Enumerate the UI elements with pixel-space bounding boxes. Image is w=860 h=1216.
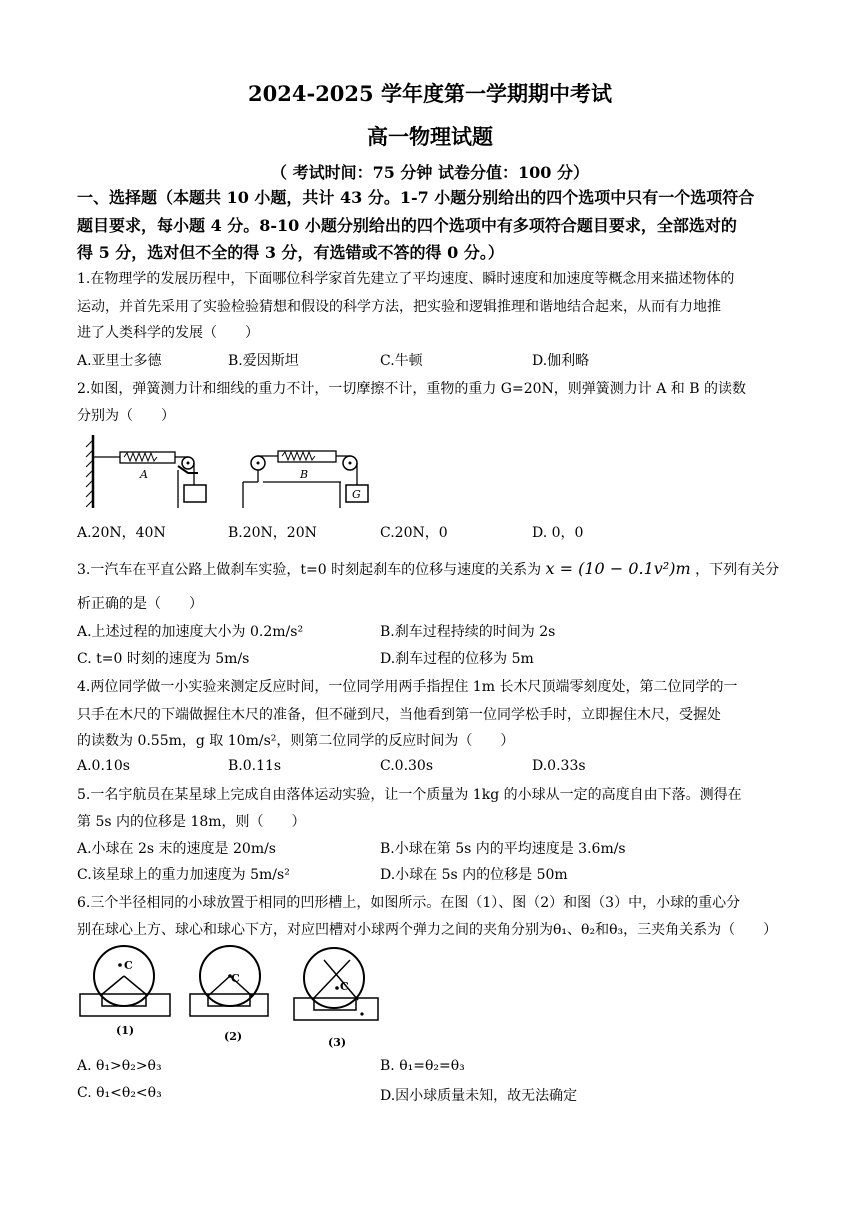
q1-option-b[interactable]: B.爱因斯坦 xyxy=(228,353,299,369)
exam-subtitle: 高一物理试题 xyxy=(367,124,493,149)
section-instruction-line-2: 题目要求，每小题 4 分。8-10 小题分别给出的四个选项中有多项符合题目要求，全部选对的 xyxy=(77,216,737,235)
q1-line-2: 运动，并首先采用了实验检验猜想和假设的科学方法，把实验和逻辑推理和谐地结合起来，从而有力地推 xyxy=(77,299,721,315)
q5-option-d[interactable]: D.小球在 5s 内的位移是 50m xyxy=(380,867,568,883)
q3-option-d[interactable]: D.刹车过程的位移为 5m xyxy=(380,651,534,667)
q2-label-g: G xyxy=(352,488,361,501)
q2-option-d[interactable]: D. 0，0 xyxy=(532,525,584,541)
q5-line-1: 5.一名宇航员在某星球上完成自由落体运动实验，让一个质量为 1kg 的小球从一定的高度自由下落。测得在 xyxy=(77,787,742,803)
q2-option-c[interactable]: C.20N，0 xyxy=(380,525,448,541)
q6-fig-label-1: (1) xyxy=(116,1024,135,1037)
section-instruction-line-3: 得 5 分，选对但不全的得 3 分，有选错或不答的得 0 分。） xyxy=(77,243,504,262)
q6-ball-groove-figure xyxy=(78,942,398,1052)
q1-line-3: 进了人类科学的发展（ ） xyxy=(77,325,259,341)
section-instruction-line-1: 一、选择题（本题共 10 小题，共计 43 分。1-7 小题分别给出的四个选项中只有一个选项符合 xyxy=(77,188,755,207)
q6-c-label-1: C xyxy=(124,959,133,972)
q4-line-3: 的读数为 0.55m，g 取 10m/s²，则第二位同学的反应时间为（ ） xyxy=(77,733,515,749)
q1-option-d[interactable]: D.伽利略 xyxy=(532,353,590,369)
q3-line-1 xyxy=(77,559,779,579)
q4-line-2: 只手在木尺的下端做握住木尺的准备，但不碰到尺，当他看到第一位同学松手时，立即握住木尺，受握处 xyxy=(77,707,721,723)
q4-line-1: 4.两位同学做一小实验来测定反应时间，一位同学用两手指捏住 1m 长木尺顶端零刻度处，第二位同学的一 xyxy=(77,679,738,695)
exam-info: （ 考试时间：75 分钟 试卷分值：100 分） xyxy=(271,163,589,182)
q5-option-c[interactable]: C.该星球上的重力加速度为 5m/s² xyxy=(77,867,290,883)
q4-option-b[interactable]: B.0.11s xyxy=(228,758,282,774)
q3-line-2: 析正确的是（ ） xyxy=(77,596,203,612)
q2-option-b[interactable]: B.20N，20N xyxy=(228,525,317,541)
q5-option-a[interactable]: A.小球在 2s 末的速度是 20m/s xyxy=(77,841,276,857)
q6-option-c[interactable]: C. θ₁<θ₂<θ₃ xyxy=(77,1085,162,1101)
exam-title: 2024-2025 学年度第一学期期中考试 xyxy=(248,81,612,106)
q1-line-1: 1.在物理学的发展历程中，下面哪位科学家首先建立了平均速度、瞬时速度和加速度等概念用来描述物体的 xyxy=(77,271,735,287)
q6-fig-label-2: (2) xyxy=(224,1030,243,1043)
q4-option-a[interactable]: A.0.10s xyxy=(77,758,130,774)
q6-option-b[interactable]: B. θ₁=θ₂=θ₃ xyxy=(380,1058,465,1074)
q3-formula: x = (10 − 0.1v²)m xyxy=(545,559,691,578)
q3-text-end: ，下列有关分 xyxy=(695,562,780,578)
q3-option-c[interactable]: C. t=0 时刻的速度为 5m/s xyxy=(77,651,250,667)
q2-line-1: 2.如图，弹簧测力计和细线的重力不计，一切摩擦不计，重物的重力 G=20N，则弹簧测力计 A 和 B 的读数 xyxy=(77,381,746,397)
q6-option-a[interactable]: A. θ₁>θ₂>θ₃ xyxy=(77,1058,162,1074)
q3-option-b[interactable]: B.刹车过程持续的时间为 2s xyxy=(380,624,556,640)
q3-text-start: 3.一汽车在平直公路上做刹车实验，t=0 时刻起刹车的位移与速度的关系为 xyxy=(77,562,542,578)
q2-line-2: 分别为（ ） xyxy=(77,408,175,424)
q2-spring-scale-figure xyxy=(78,430,398,514)
q6-fig-label-3: (3) xyxy=(328,1036,347,1049)
q3-option-a[interactable]: A.上述过程的加速度大小为 0.2m/s² xyxy=(77,624,304,640)
q2-option-a[interactable]: A.20N，40N xyxy=(77,525,166,541)
q1-option-a[interactable]: A.亚里士多德 xyxy=(77,353,162,369)
q2-label-b: B xyxy=(300,468,309,481)
q5-line-2: 第 5s 内的位移是 18m，则（ ） xyxy=(77,814,306,830)
q4-option-c[interactable]: C.0.30s xyxy=(380,758,434,774)
q6-c-label-3: C xyxy=(340,980,349,993)
q6-option-d[interactable]: D.因小球质量未知，故无法确定 xyxy=(380,1088,578,1104)
q6-line-1: 6.三个半径相同的小球放置于相同的凹形槽上，如图所示。在图（1）、图（2）和图（3）中，小球的重心分 xyxy=(77,895,741,911)
q4-option-d[interactable]: D.0.33s xyxy=(532,758,586,774)
q1-option-c[interactable]: C.牛顿 xyxy=(380,353,423,369)
q5-option-b[interactable]: B.小球在第 5s 内的平均速度是 3.6m/s xyxy=(380,841,626,857)
q6-line-2: 别在球心上方、球心和球心下方，对应凹槽对小球两个弹力之间的夹角分别为θ₁、θ₂和θ₃，三夹角关系为（ ） xyxy=(77,922,778,938)
q2-label-a: A xyxy=(140,468,148,481)
q6-c-label-2: C xyxy=(231,972,240,985)
